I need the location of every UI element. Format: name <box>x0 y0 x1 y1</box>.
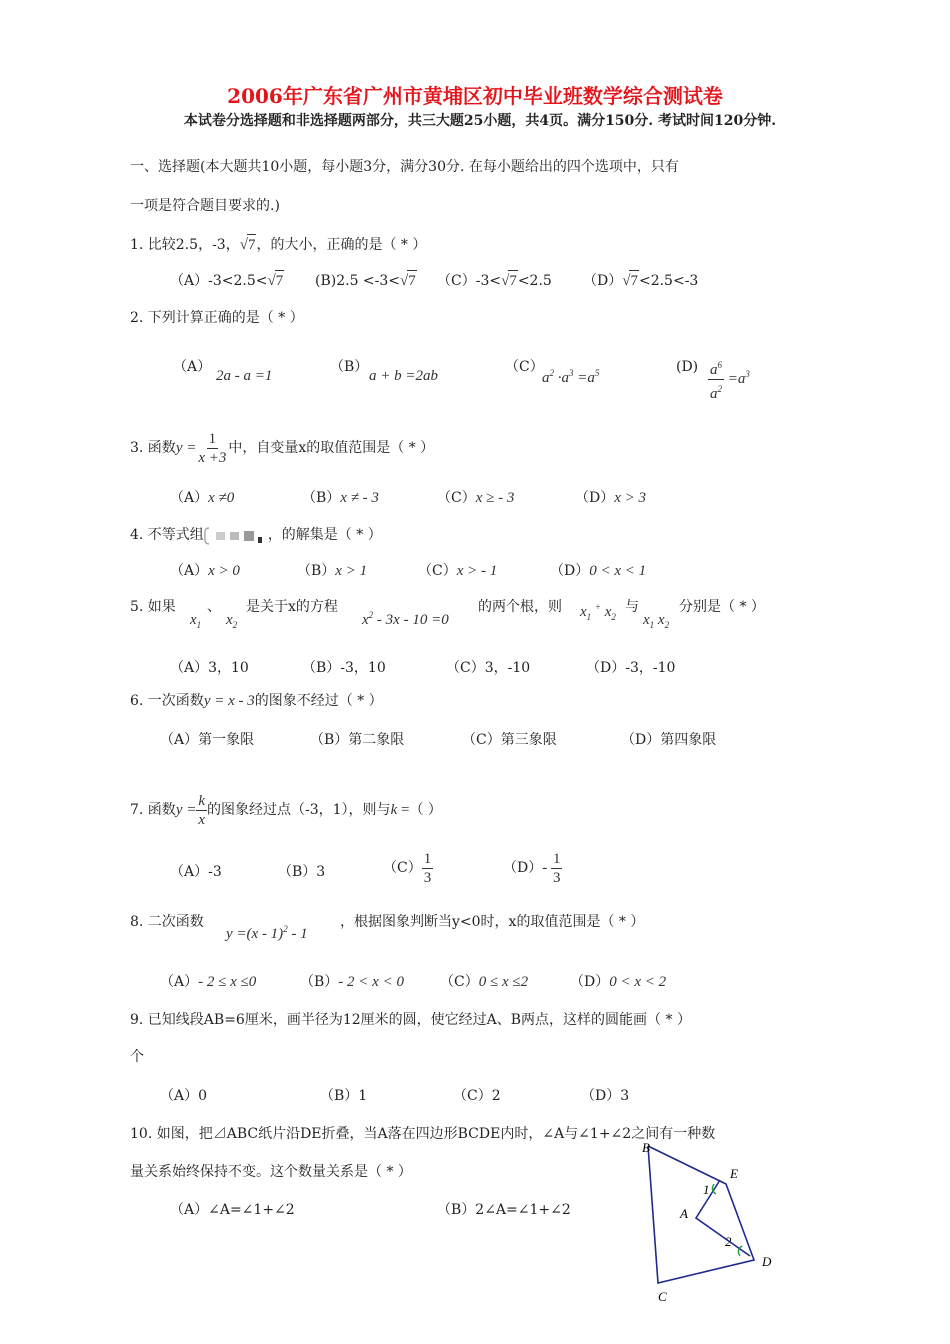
question-7: 7. 函数y = $\frac{k}{x}$ 的图象经过点（-3，1），则与k =（ ） <box>130 793 442 828</box>
q8-text-b: ，根据图象判断当y<0时，x的取值范围是（ * ） <box>340 914 645 930</box>
q5-sum: $x_1$ + $x_2$ <box>580 602 616 622</box>
q10-option-a: （A）∠A=∠1+∠2 <box>170 1202 295 1218</box>
q4-option-d: （D）0 < x < 1 <box>550 563 647 579</box>
q1-stem-a: 1. 比较2.5，-3， <box>130 237 240 253</box>
q9-option-d: （D）3 <box>581 1088 630 1104</box>
label-E: E <box>730 1166 738 1181</box>
question-9-cont: 个 <box>130 1049 144 1065</box>
q5-text-1: 5. 如果 <box>130 599 176 615</box>
question-4: 4. 不等式组 ，的解集是（ * ） <box>130 527 382 543</box>
q5-option-c: （C）3，-10 <box>446 660 531 676</box>
document-title: 2006年广东省广州市黄埔区初中毕业班数学综合测试卷 <box>227 84 723 108</box>
q4-option-b: （B）x > 1 <box>297 563 368 579</box>
q5-option-a: （A）3，10 <box>170 660 249 676</box>
q5-text-4: 的两个根，则 <box>478 599 562 615</box>
q5-text-6: 分别是（ * ） <box>679 599 765 615</box>
q5-option-b: （B）-3，10 <box>302 660 386 676</box>
q10-option-b: （B）2∠A=∠1+∠2 <box>437 1202 571 1218</box>
q5-x1: $x_1$ <box>190 612 202 630</box>
q2-option-b: a + b =2ab <box>369 368 438 384</box>
label-A: A <box>680 1206 688 1221</box>
q2-option-a-label: （A） <box>173 359 212 375</box>
q4-option-a: （A）x > 0 <box>170 563 240 579</box>
inequality-system-image <box>204 527 268 543</box>
section-1-heading: 一、选择题(本大题共10小题，每小题3分，满分30分. 在每小题给出的四个选项中，只有 <box>130 159 679 175</box>
q3-option-b: （B）x ≠ - 3 <box>302 490 379 506</box>
q5-text-5: 与 <box>625 599 639 615</box>
q2-option-c: $a^2 \cdot a^3 =a^5$ <box>542 368 600 386</box>
q8-text-a: 8. 二次函数 <box>130 914 204 930</box>
q9-option-b: （B）1 <box>320 1088 368 1104</box>
q5-product: $x_1$ $x_2$ <box>643 612 670 630</box>
question-6: 6. 一次函数y = x - 3的图象不经过（ * ） <box>130 693 383 709</box>
q5-text-2: 、 <box>207 599 221 615</box>
q7-option-d: （D）- $\frac{1}{3}$ <box>503 851 561 886</box>
q5-option-d: （D）-3，-10 <box>586 660 676 676</box>
label-2: 2 <box>725 1234 732 1249</box>
label-1: 1 <box>703 1182 710 1197</box>
exam-intro: 本试卷分选择题和非选择题两部分，共三大题25小题，共4页。满分150分. 考试时间120分钟. <box>183 113 777 129</box>
q1-option-b: (B)2.5 <-3<√7 <box>315 270 417 291</box>
question-2: 2. 下列计算正确的是（ * ） <box>130 310 304 326</box>
sqrt-7: √7 <box>240 237 257 253</box>
q4-option-c: （C）x > - 1 <box>418 563 498 579</box>
q2-option-d-label: (D) <box>676 359 699 375</box>
question-10: 10. 如图，把⊿ABC纸片沿DE折叠，当A落在四边形BCDE内时，∠A与∠1+∠2之间有一种数 <box>130 1126 716 1142</box>
triangle-outline <box>648 1146 754 1283</box>
q2-option-d: $\frac{a^6}{a^2}$ $=a^3$ <box>708 356 750 403</box>
label-B: B <box>642 1140 650 1155</box>
label-C: C <box>658 1289 667 1304</box>
section-1-heading-cont: 一项是符合题目要求的.) <box>130 198 280 214</box>
q6-option-a: （A）第一象限 <box>160 732 255 748</box>
question-1 <box>130 234 426 255</box>
q1-option-c: （C）-3<√7<2.5 <box>437 270 552 291</box>
q7-option-a: （A）-3 <box>170 864 222 880</box>
q8-function: y =(x - 1)$^2$ - 1 <box>226 924 308 942</box>
q1-option-a: （A）-3<2.5<√7 <box>170 270 284 291</box>
q7-option-b: （B）3 <box>278 864 326 880</box>
q1-option-d: （D）√7<2.5<-3 <box>583 270 698 291</box>
q1-stem-b: ，的大小，正确的是（ * ） <box>256 237 427 253</box>
q3-option-c: （C）x ≥ - 3 <box>437 490 515 506</box>
q9-option-a: （A）0 <box>160 1088 208 1104</box>
triangle-fold-figure <box>630 1138 790 1308</box>
q6-option-d: （D）第四象限 <box>621 732 717 748</box>
q2-option-a: 2a - a =1 <box>216 368 273 384</box>
q6-option-b: （B）第二象限 <box>310 732 405 748</box>
q5-text-3: 是关于x的方程 <box>246 599 338 615</box>
question-3: 3. 函数y = $\frac{1}{x +3}$ 中，自变量x的取值范围是（ * ） <box>130 431 435 466</box>
q5-equation: $x^2 - 3x - 10 =0$ <box>362 610 449 628</box>
q6-option-c: （C）第三象限 <box>462 732 557 748</box>
q3-option-d: （D）x > 3 <box>575 490 647 506</box>
q9-option-c: （C）2 <box>453 1088 501 1104</box>
q2-option-b-label: （B） <box>330 359 369 375</box>
q8-option-b: （B）- 2 < x < 0 <box>300 974 404 990</box>
q5-x2: $x_2$ <box>226 612 238 630</box>
q2-option-c-label: （C） <box>505 359 544 375</box>
q8-option-d: （D）0 < x < 2 <box>570 974 667 990</box>
q3-option-a: （A）x ≠0 <box>170 490 235 506</box>
q8-option-c: （C）0 ≤ x ≤2 <box>440 974 529 990</box>
q7-option-c: （C） $\frac{1}{3}$ <box>383 851 432 886</box>
question-10-cont: 量关系始终保持不变。这个数量关系是（ * ） <box>130 1164 412 1180</box>
q8-option-a: （A）- 2 ≤ x ≤0 <box>160 974 257 990</box>
question-9: 9. 已知线段AB=6厘米，画半径为12厘米的圆，使它经过A、B两点，这样的圆能画（ * ） <box>130 1012 691 1028</box>
label-D: D <box>762 1254 772 1269</box>
